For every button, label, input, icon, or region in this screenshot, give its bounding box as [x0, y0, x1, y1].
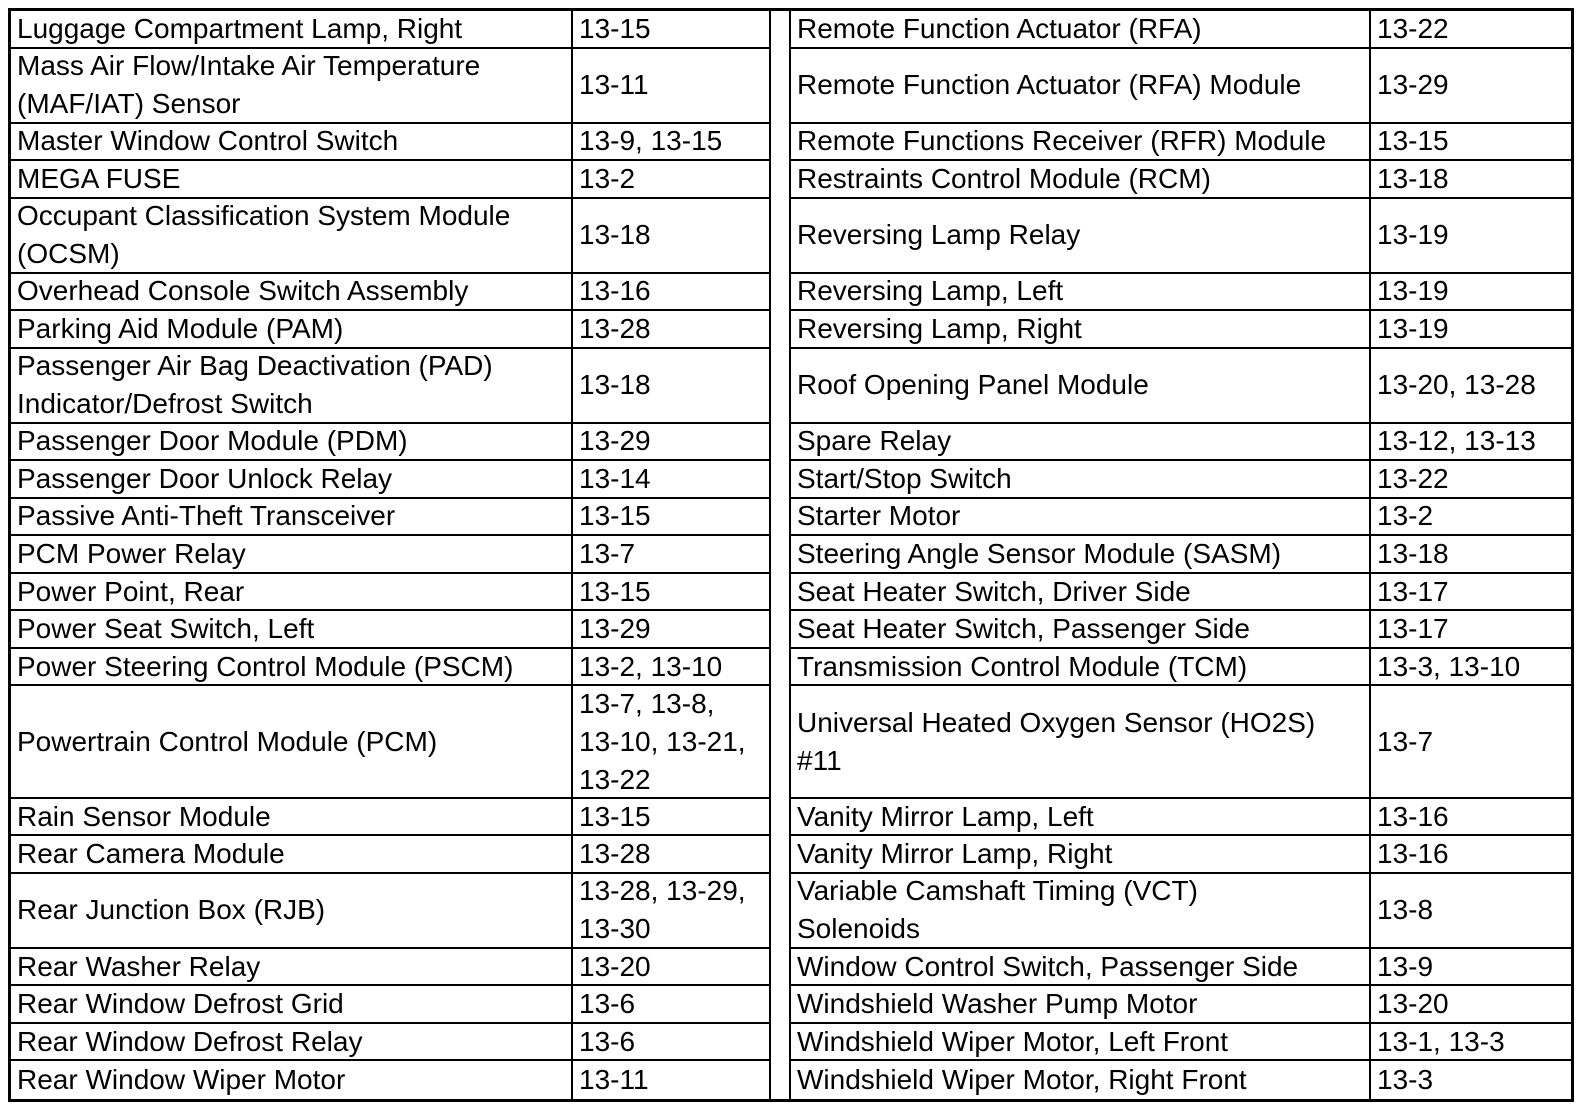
right-component-cell: Remote Function Actuator (RFA) Module: [791, 49, 1371, 124]
column-separator: [771, 1061, 791, 1099]
left-page-ref-cell: 13-2, 13-10: [573, 649, 771, 687]
left-component-cell: Occupant Classification System Module (OCSM): [11, 199, 573, 274]
right-component-cell: Restraints Control Module (RCM): [791, 161, 1371, 199]
left-component-cell: Power Steering Control Module (PSCM): [11, 649, 573, 687]
right-page-ref-cell: 13-18: [1371, 161, 1571, 199]
right-page-ref-cell: 13-7: [1371, 686, 1571, 799]
left-page-ref-cell: 13-15: [573, 574, 771, 612]
left-component-cell: Rain Sensor Module: [11, 799, 573, 837]
column-separator: [771, 11, 791, 49]
left-page-ref-cell: 13-28: [573, 836, 771, 874]
left-component-cell: MEGA FUSE: [11, 161, 573, 199]
column-separator: [771, 274, 791, 312]
right-component-cell: Vanity Mirror Lamp, Right: [791, 836, 1371, 874]
right-page-ref-cell: 13-20, 13-28: [1371, 349, 1571, 424]
right-page-ref-cell: 13-9: [1371, 949, 1571, 987]
right-page-ref-cell: 13-1, 13-3: [1371, 1024, 1571, 1062]
right-component-cell: Windshield Wiper Motor, Left Front: [791, 1024, 1371, 1062]
left-page-ref-cell: 13-7, 13-8, 13-10, 13-21, 13-22: [573, 686, 771, 799]
left-component-cell: Rear Junction Box (RJB): [11, 874, 573, 949]
left-page-ref-cell: 13-14: [573, 461, 771, 499]
right-page-ref-cell: 13-29: [1371, 49, 1571, 124]
right-component-cell: Starter Motor: [791, 499, 1371, 537]
left-page-ref-cell: 13-11: [573, 1061, 771, 1099]
left-component-cell: Passenger Air Bag Deactivation (PAD) Indicator/Defrost Switch: [11, 349, 573, 424]
left-page-ref-cell: 13-15: [573, 799, 771, 837]
right-page-ref-cell: 13-2: [1371, 499, 1571, 537]
right-page-ref-cell: 13-19: [1371, 311, 1571, 349]
column-separator: [771, 161, 791, 199]
column-separator: [771, 311, 791, 349]
right-component-cell: Universal Heated Oxygen Sensor (HO2S) #11: [791, 686, 1371, 799]
right-component-cell: Windshield Wiper Motor, Right Front: [791, 1061, 1371, 1099]
left-component-cell: Overhead Console Switch Assembly: [11, 274, 573, 312]
right-component-cell: Start/Stop Switch: [791, 461, 1371, 499]
right-page-ref-cell: 13-22: [1371, 461, 1571, 499]
right-component-cell: Vanity Mirror Lamp, Left: [791, 799, 1371, 837]
column-separator: [771, 124, 791, 162]
right-component-cell: Remote Function Actuator (RFA): [791, 11, 1371, 49]
right-page-ref-cell: 13-16: [1371, 799, 1571, 837]
right-page-ref-cell: 13-20: [1371, 986, 1571, 1024]
left-page-ref-cell: 13-29: [573, 611, 771, 649]
left-page-ref-cell: 13-29: [573, 424, 771, 462]
column-separator: [771, 874, 791, 949]
right-page-ref-cell: 13-12, 13-13: [1371, 424, 1571, 462]
column-separator: [771, 349, 791, 424]
left-component-cell: Powertrain Control Module (PCM): [11, 686, 573, 799]
column-separator: [771, 536, 791, 574]
left-component-cell: PCM Power Relay: [11, 536, 573, 574]
left-page-ref-cell: 13-2: [573, 161, 771, 199]
right-page-ref-cell: 13-17: [1371, 611, 1571, 649]
column-separator: [771, 836, 791, 874]
left-component-cell: Rear Washer Relay: [11, 949, 573, 987]
right-page-ref-cell: 13-22: [1371, 11, 1571, 49]
right-component-cell: Windshield Washer Pump Motor: [791, 986, 1371, 1024]
column-separator: [771, 611, 791, 649]
column-separator: [771, 199, 791, 274]
left-page-ref-cell: 13-15: [573, 11, 771, 49]
right-component-cell: Spare Relay: [791, 424, 1371, 462]
left-page-ref-cell: 13-11: [573, 49, 771, 124]
right-component-cell: Variable Camshaft Timing (VCT) Solenoids: [791, 874, 1371, 949]
right-component-cell: Reversing Lamp, Right: [791, 311, 1371, 349]
column-separator: [771, 49, 791, 124]
left-page-ref-cell: 13-7: [573, 536, 771, 574]
column-separator: [771, 949, 791, 987]
right-page-ref-cell: 13-3, 13-10: [1371, 649, 1571, 687]
right-page-ref-cell: 13-16: [1371, 836, 1571, 874]
left-component-cell: Passive Anti-Theft Transceiver: [11, 499, 573, 537]
column-separator: [771, 686, 791, 799]
left-component-cell: Mass Air Flow/Intake Air Temperature (MAF/IAT) Sensor: [11, 49, 573, 124]
left-page-ref-cell: 13-6: [573, 1024, 771, 1062]
left-component-cell: Power Point, Rear: [11, 574, 573, 612]
column-separator: [771, 461, 791, 499]
right-page-ref-cell: 13-3: [1377, 1064, 1434, 1096]
left-component-cell: Passenger Door Unlock Relay: [11, 461, 573, 499]
column-separator: [771, 574, 791, 612]
right-component-cell: Window Control Switch, Passenger Side: [791, 949, 1371, 987]
right-page-ref-cell: 13-19: [1371, 199, 1571, 274]
left-page-ref-cell: 13-20: [573, 949, 771, 987]
right-component-cell: Reversing Lamp, Left: [791, 274, 1371, 312]
right-page-ref-cell: 13-15: [1371, 124, 1571, 162]
right-component-cell: Reversing Lamp Relay: [791, 199, 1371, 274]
right-page-ref-cell: 13-17: [1371, 574, 1571, 612]
right-component-cell: Remote Functions Receiver (RFR) Module: [791, 124, 1371, 162]
column-separator: [771, 499, 791, 537]
left-component-cell: Luggage Compartment Lamp, Right: [11, 11, 573, 49]
left-component-cell: Power Seat Switch, Left: [11, 611, 573, 649]
column-separator: [771, 1024, 791, 1062]
right-page-ref-cell: 13-19: [1371, 274, 1571, 312]
left-page-ref-cell: 13-16: [573, 274, 771, 312]
right-component-cell: Roof Opening Panel Module: [791, 349, 1371, 424]
left-page-ref-cell: 13-6: [573, 986, 771, 1024]
left-page-ref-cell: 13-28: [573, 311, 771, 349]
right-component-cell: Steering Angle Sensor Module (SASM): [791, 536, 1371, 574]
column-separator: [771, 649, 791, 687]
column-separator: [771, 799, 791, 837]
column-separator: [771, 424, 791, 462]
component-location-index-table: [8, 8, 1574, 1102]
left-component-cell: Parking Aid Module (PAM): [11, 311, 573, 349]
left-component-cell: Rear Window Defrost Grid: [11, 986, 573, 1024]
left-page-ref-cell: 13-9, 13-15: [573, 124, 771, 162]
left-component-cell: Rear Window Wiper Motor: [11, 1061, 573, 1099]
left-component-cell: Passenger Door Module (PDM): [11, 424, 573, 462]
column-separator: [771, 986, 791, 1024]
left-page-ref-cell: 13-15: [573, 499, 771, 537]
left-page-ref-cell: 13-18: [573, 199, 771, 274]
left-page-ref-cell: 13-28, 13-29, 13-30: [573, 874, 771, 949]
left-component-cell: Rear Camera Module: [11, 836, 573, 874]
right-component-cell: Seat Heater Switch, Passenger Side: [791, 611, 1371, 649]
right-component-cell: Transmission Control Module (TCM): [791, 649, 1371, 687]
right-page-ref-cell: 13-8: [1371, 874, 1571, 949]
left-page-ref-cell: 13-18: [573, 349, 771, 424]
right-page-ref-cell: 13-18: [1371, 536, 1571, 574]
left-component-cell: Master Window Control Switch: [11, 124, 573, 162]
left-component-cell: Rear Window Defrost Relay: [11, 1024, 573, 1062]
right-component-cell: Seat Heater Switch, Driver Side: [791, 574, 1371, 612]
